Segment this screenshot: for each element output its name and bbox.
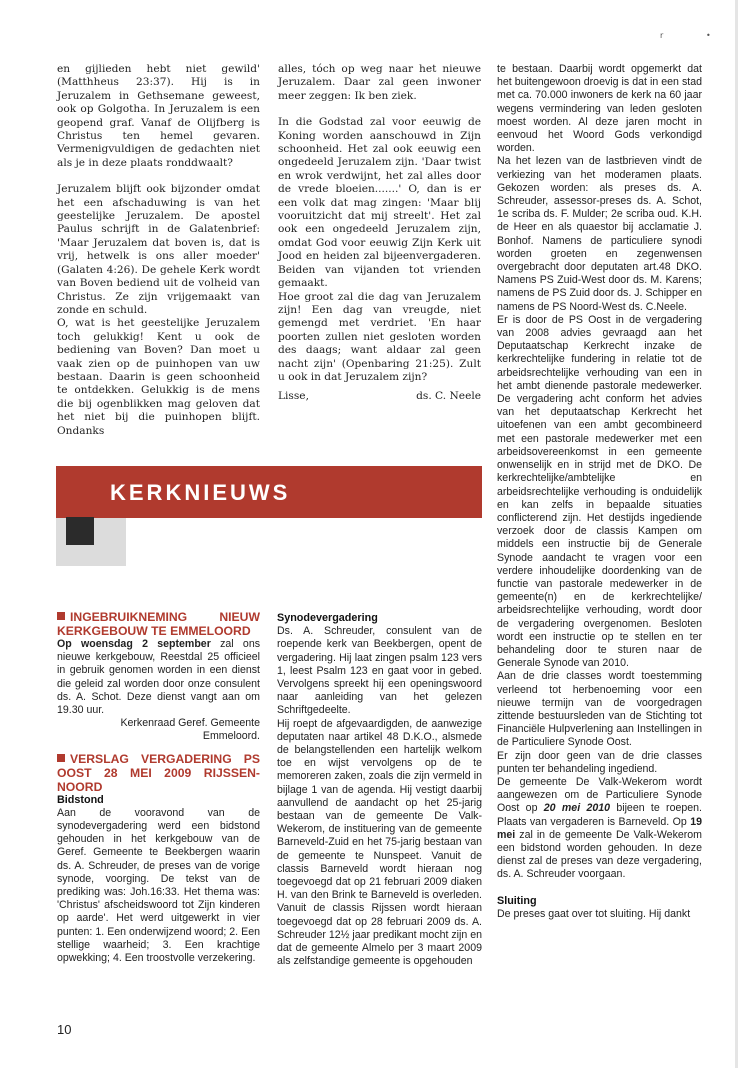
news-text: bijeen te roepen. Plaats van vergaderen is Barneveld. Op xyxy=(497,802,702,828)
news-signoff: Kerkenraad Geref. Gemeente Emmeloord. xyxy=(120,717,260,743)
news-paragraph: Er is door de PS Oost in de vergadering van 2008 advies gevraagd aan het Deputaatschap Kerkrecht inzake de kerkrechtelijke fundering in relatie tot de arbeidsrechtelijke verhouding van een in het ambt dienende pastorale medewerker. De vergadering acht conform het advies van het deputaatschap Kerkrecht het uitoefenen van een ambt gecombineerd met een pastorale medewerker met een arbeidsovereenkomst in een gemeente onwenselijk en in strijd met de DKO. De kerkrechtelijke/ambtelijke en arbeidsrechtelijke verhouding is onduidelijk en kan zelfs in bepaalde situaties conflicterend zijn. Het destijds ingediende verzoek door de classis Kampen om middels een instructie bij de Generale Synode aandacht te vragen voor een verdere inhoudelijke doordenking van de functie van pastorale medewerker in de gemeente(n) en de kerkrechtelijke/ arbeidsrechtelijke verhouding, wordt door de vergadering overgenomen. Besloten wordt een instructie op te stellen en ter behandeling door te sturen naar de Generale Synode van 2010. xyxy=(497,313,702,670)
news-paragraph: Ds. A. Schreuder, consulent van de roepende kerk van Beekbergen, opent de vergadering. Hij laat zingen psalm 123 vers 1, leest Psalm 123 en gaat voor in gebed. Vervolgens spreekt hij een openingswoord naar aanleiding van het gelezen Schriftgedeelte. xyxy=(277,625,482,717)
news-heading-emmeloord xyxy=(57,610,260,638)
news-heading-text: INGEBRUIKNEMING NIEUW KERKGEBOUW TE EMMELOORD xyxy=(57,610,260,638)
bullet-icon xyxy=(57,612,65,620)
news-heading-text: VERSLAG VERGADERING PS OOST 28 MEI 2009 RIJSSEN-NOORD xyxy=(57,751,260,794)
subheading-bidstond: Bidstond xyxy=(57,793,104,806)
news-column-right xyxy=(497,63,702,921)
news-date: Op woensdag 2 september xyxy=(57,638,211,650)
article-paragraph: In die Godstad zal voor eeuwig de Koning worden aanschouwd in Zijn schoonheid. Het zal ook eeuwig een ongedeeld Jeruzalem zijn. 'Daar twist en wrok verdwijnt, het zal alles door de vrede bloeien.......' O, dan is er een volk dat mag zingen: 'Maar blij vooruitzicht dat mij streelt'. Het zal ook een ongedeeld Jeruzalem zijn, omdat God voor eeuwig Zijn Kerk uit Jood en heiden zal bijeenvergaderen. Beiden van vijanden tot vrienden gemaakt. Hoe groot zal die dag van Jeruzalem zijn! Een dag van vreugde, niet gemengd met verdriet. 'En haar poorten zullen niet gesloten worden des daags; want aldaar zal geen nacht zijn' (Openbaring 21:25). Zult u ook in dat Jeruzalem zijn? xyxy=(278,116,481,383)
news-paragraph: Er zijn door geen van de drie classes punten ter behandeling ingediend. xyxy=(497,749,702,775)
news-paragraph xyxy=(497,776,702,882)
subheading-synodevergadering: Synodevergadering xyxy=(277,612,378,624)
news-paragraph: Hij roept de afgevaardigden, de aanwezige deputaten naar artikel 48 D.K.O., alsmede de belangstellenden een hartelijk welkom toe en wijst vervolgens op de te memoreren zaken, zoals die zijn vermeld in bijlage 1 van de agenda. Hij vestigt daarbij aanvullend de aandacht op het 25-jarig bestaan van de gemeente De Valk-Wekerom, de instituering van de gemeente Barneveld-Zuid en het 75-jarig bestaan van de gemeente te Nunspeet. Vanuit de classis Barneveld wordt hieraan nog toegevoegd dat op 21 februari 2009 diaken H. van den Brink te Barneveld is overleden. Vanuit de classis Rijssen wordt hieraan toegevoegd dat op 28 februari 2009 ds. A. Schreuder 12½ jaar predikant mocht zijn en dat de gemeente Almelo per 3 maart 2009 als zelfstandige gemeente is opgehouden xyxy=(277,717,482,968)
signature-name: ds. C. Neele xyxy=(416,390,481,403)
article-paragraph: en gijlieden hebt niet gewild' (Matthheus 23:37). Hij is in Jeruzalem in Gethsemane geweest, ook op Golgotha. In Jeruzalem is een geopend graf. Vanaf de Olijfberg is Christus ten hemel gevaren. Vermenigvuldigen de gedachten niet als je in deze plaats ronddwaalt? xyxy=(57,63,260,169)
article-paragraph: alles, tóch op weg naar het nieuwe Jeruzalem. Daar zal geen inwoner meer zeggen: Ik ben ziek. xyxy=(278,63,481,102)
news-text: zal in de gemeente De Valk-Wekerom een bidstond worden gehouden. In deze dienst zal de preses van deze vergadering, ds. A. Schreuder voorgaan. xyxy=(497,828,702,881)
subheading-sluiting: Sluiting xyxy=(497,894,537,907)
page-number: 10 xyxy=(57,1022,72,1037)
article-column-1 xyxy=(57,63,260,451)
news-column-middle xyxy=(277,612,482,968)
news-paragraph: Na het lezen van de lastbrieven vindt de verkiezing van het moderamen plaats. Gekozen worden: als preses ds. A. Schreuder, assessor-preses ds. A. Schot, 1e scriba ds. F. Mulder; 2e scriba oud. K.H. de Heer en als quaestor bij acclamatie J. Bonhof. Namens de particuliere synodi worden groeten en zegenwensen overgebracht door deputaten art.48 DKO. Namens PS Zuid-West door ds. M. Karens; namens de PS Zuid door ds. J. Schipper en namens de PS Noord-West ds. C.Neele. xyxy=(497,155,702,313)
article-signature xyxy=(278,390,481,403)
article-column-2 xyxy=(278,63,481,404)
section-title: KERKNIEUWS xyxy=(110,480,291,505)
news-paragraph: te bestaan. Daarbij wordt opgemerkt dat het buitengewoon droevig is dat in een stad met ca. 70.000 inwoners de kerk na 60 jaar wegens vermindering van leden gesloten moest worden. Al deze jaren mocht in eenvoud het Woord Gods verkondigd worden. xyxy=(497,63,702,155)
news-text: zal ons nieuwe kerkgebouw, Reestdal 25 officieel in gebruik genomen worden in een dienst die geleid zal worden door onze consulent ds. A. Schot. Deze dienst vangt aan om 19.30 uur. xyxy=(57,638,261,717)
news-date: 20 mei 2010 xyxy=(543,802,611,815)
news-column-left xyxy=(57,610,260,965)
news-paragraph: De preses gaat over tot sluiting. Hij dankt xyxy=(497,907,691,920)
news-paragraph xyxy=(57,638,260,717)
news-date: 19 mei xyxy=(497,815,702,841)
news-text: De gemeente De Valk-Wekerom wordt aangewezen om de Particuliere Synode Oost op xyxy=(497,775,702,815)
banner-decoration-dark xyxy=(66,517,94,545)
corner-mark-2: • xyxy=(706,31,711,40)
article-paragraph: Jeruzalem blijft ook bijzonder omdat het een afschaduwing is van het geestelijke Jeruzalem. De apostel Paulus schrijft in de Galatenbrief: 'Maar Jeruzalem dat boven is, dat is vrij, hetwelk is ons aller moeder' (Galaten 4:26). De gehele Kerk wordt van Boven bediend uit de volheid van Christus. Ze zijn vrijgemaakt van zonde en schuld. O, wat is het geestelijke Jeruzalem toch gelukkig! Kent u ook de bediening van Boven? Dan moet u vaak zien op de puinhopen van uw bestaan. Daarin is geen schoonheid te ontdekken. Gelukkig is de mens die bij ogenblikken mag geloven dat het niet bij die puinhopen blijft. Ondanks xyxy=(57,183,260,437)
corner-mark-1: r xyxy=(660,31,664,40)
signature-place: Lisse, xyxy=(278,390,309,403)
news-paragraph: Aan de drie classes wordt toestemming verleend tot herbenoeming voor een nieuwe termijn van de voorgedragen zittende bestuursleden van de Stichting tot Financiële Hulpverlening aan Instellingen in de Particuliere Synode Oost. xyxy=(497,670,702,749)
news-heading-verslag xyxy=(57,752,260,794)
bullet-icon xyxy=(57,754,65,762)
news-paragraph: Aan de vooravond van de synodevergadering werd een bidstond gehouden in het kerkgebouw van de Geref. Gemeente te Beekbergen waarin ds. A. Schreuder, de preses van de vorige synode, voorging. De tekst van de prediking was: Joh.16:33. Het thema was: 'Christus' afscheidswoord tot Zijn kinderen op aarde'. Het werd uitgewerkt in vier punten: 1. Een onderwijzend woord; 2. Een stellige waarheid; 3. Een krachtige opwekking; 4. Een troostvolle verzekering. xyxy=(57,806,260,965)
banner-decoration-red xyxy=(120,505,126,518)
